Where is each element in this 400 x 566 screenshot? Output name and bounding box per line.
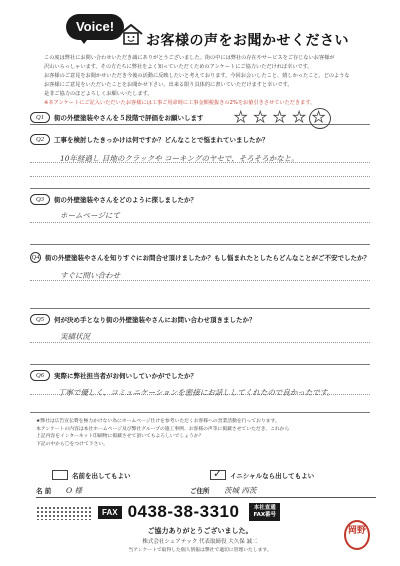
consent-options	[52, 467, 368, 480]
answer-line	[30, 342, 370, 343]
fax-number: 0438-38-3310	[127, 502, 240, 521]
question-text: 街の外壁塗装やさんを５段階で評価をお願いします	[54, 113, 204, 122]
answer-line	[30, 222, 370, 223]
voice-bubble-tail	[78, 36, 90, 44]
fax-note-line: 本社直通	[253, 505, 276, 511]
question-3	[30, 192, 370, 206]
star-icon-selected[interactable]: ★	[311, 108, 326, 126]
house-icon	[118, 22, 144, 46]
answer-q5[interactable]: 実績状況	[60, 332, 90, 341]
checkmark-icon: ✓	[213, 467, 223, 480]
address-label: ご住所	[190, 487, 210, 495]
question-text: 実際に弊社担当者がお伺いしていかがでしたか？	[54, 371, 197, 380]
dot-pattern	[36, 506, 92, 520]
intro-warning: ※本アンケートにご記入いただいたお客様には工事ご用命時に工事金額税抜きの2%をお値引きさせていただきます。	[44, 100, 316, 106]
consent-option-name[interactable]	[52, 470, 210, 480]
question-number: Q4	[31, 253, 40, 261]
footnote	[36, 418, 376, 448]
footnote-line: 上記内容をインターネット印刷物に掲載させて頂いてもよろしいでしょうか？	[36, 434, 204, 439]
question-number: Q5	[30, 314, 50, 325]
intro-line: お客様のご意見をお聞かせいただき今後の活動に反映したいと考えております。今回お会いしたこと、嬉しかったこと、どのような	[44, 73, 350, 79]
divider	[30, 244, 370, 245]
footnote-line: 下記の中から〇をつけて下さい。	[36, 441, 108, 447]
question-text: 街の外壁塗装やさんを知りすぐにお問合せ頂けましたか？もし悩まれたとしたらどんなことがご不安でしたか？	[45, 253, 370, 262]
intro-line: この度は弊社にお問い合わせいただき誠にありがとうございました。街の中には弊社の存在やサービスをご存じないお客様が	[44, 55, 335, 61]
divider	[30, 188, 370, 189]
question-number: Q3	[30, 194, 50, 205]
intro-line: お客様にご意見をいただいたことをお聞かせ下さい。出来る限り具体的に書いていただけますと幸いです。	[44, 82, 293, 88]
footnote-line: ★弊社は広告宣伝費を極力かけない為にホームページ仕けを参考いただくお客様への営業活動を行っております。	[36, 419, 280, 424]
answer-q2[interactable]: 10年経過し 目地のクラックや コーキングのヤセで、そろそろかなと。	[60, 154, 299, 163]
star-icon[interactable]: ★	[272, 108, 287, 126]
page-title: お客様の声をお聞かせください	[146, 33, 349, 49]
name-label: 名 前	[36, 487, 52, 495]
question-number: Q2	[30, 134, 50, 145]
answer-q6[interactable]: 丁寧で優しく、コミュニケーションを密接にお話ししてくれたので良かったです。	[58, 388, 335, 397]
fax-note	[249, 503, 280, 521]
fax-row	[98, 502, 280, 522]
fax-badge: FAX	[98, 506, 122, 519]
star-icon[interactable]: ★	[292, 108, 306, 126]
name-field[interactable]: O 様	[66, 486, 83, 495]
header	[0, 0, 400, 58]
intro-line: 沢山いらっしゃいます。その方たちに弊社をよく知っていただくためのアンケートにご協力いただければ幸いです。	[44, 64, 313, 70]
company-text: 株式会社シェアテック 代表取締役 大久保 誠二	[142, 539, 258, 545]
address-field[interactable]: 茨城 西茨	[224, 486, 257, 495]
customer-info-row	[36, 484, 376, 498]
footnote-line: 本アンケートの内容は本社ホームページ及び弊社グループの施工事例、お客様の声等に掲載させていただき、これから	[36, 426, 290, 432]
rating-stars[interactable]	[234, 110, 325, 125]
checkbox[interactable]	[52, 470, 68, 480]
thanks-text: ご協力ありがとうございました。	[147, 527, 253, 535]
question-6	[30, 368, 370, 382]
divider	[30, 308, 370, 309]
star-icon[interactable]: ★	[253, 108, 267, 126]
consent-option-initial[interactable]	[210, 467, 368, 480]
divider	[30, 364, 370, 365]
question-text: 何が決め手となり街の外壁塗装やさんにお問い合わせ頂きましたか？	[54, 315, 256, 324]
privacy-text: 当アンケートで取得した個人情報は弊社で適切に管理いたします。	[128, 548, 272, 553]
intro-line: 是非ご協力のほどよろしくお願いいたします。	[44, 91, 153, 97]
answer-q4[interactable]: すぐに問い合わせ	[60, 271, 120, 280]
question-number: Q1	[30, 112, 50, 123]
voice-bubble: Voice!	[66, 14, 124, 40]
intro-text	[44, 54, 364, 108]
question-text: 街の外壁塗装やさんをどのように探しましたか？	[54, 195, 197, 204]
checkbox-checked[interactable]	[210, 467, 226, 480]
divider	[30, 412, 370, 413]
consent-label: 名前を出してもよい	[72, 471, 131, 480]
question-4	[30, 250, 370, 264]
answer-line	[30, 176, 370, 177]
consent-label: イニシャルなら出してもよい	[230, 471, 315, 480]
question-text: 工事を検討したきっかけは何ですか？どんなことで悩まれていましたか？	[54, 135, 269, 144]
question-2	[30, 132, 370, 146]
question-number: Q6	[30, 370, 50, 381]
answer-q3[interactable]: ホームページにて	[60, 211, 120, 220]
star-icon[interactable]: ★	[234, 108, 248, 126]
fax-note-line: FAX番号	[253, 512, 277, 518]
question-5	[30, 312, 370, 326]
name-stamp: 岡野	[344, 520, 370, 550]
